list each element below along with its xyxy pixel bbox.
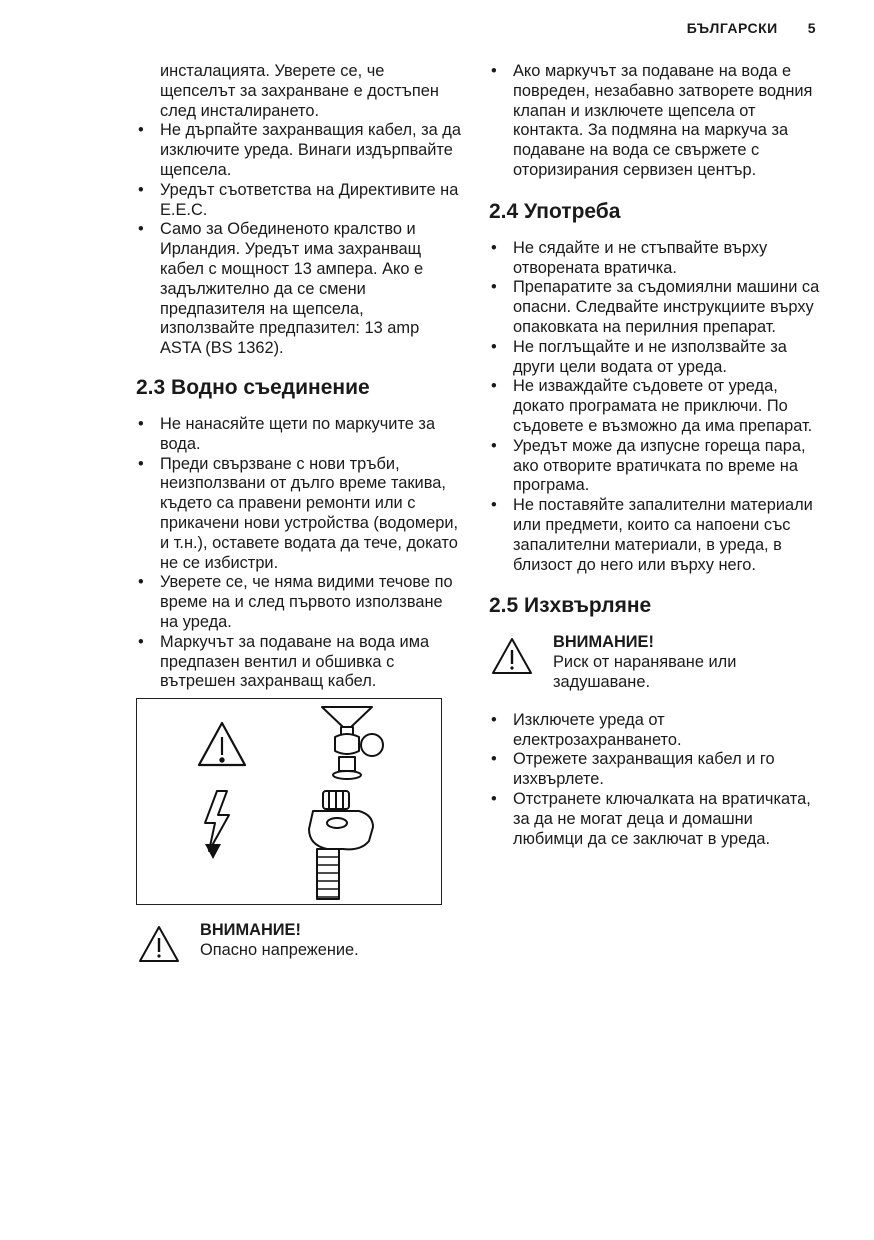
water-connection-list: [136, 415, 462, 692]
disposal-warning: [489, 633, 821, 692]
warning-title: ВНИМАНИЕ!: [553, 633, 654, 652]
list-item: • Ако маркучът за подаване на вода е повреден, незабавно затворете водния клапан и изключете щепсела от контакта. За подмяна на маркуча за подаване на вода се свържете с оторизирания сервизен център.: [489, 62, 821, 181]
list-item: • Маркучът за подаване на вода има предпазен вентил и обшивка с вътрешен захранващ кабел.: [136, 633, 462, 692]
section-title-disposal: 2.5 Изхвърляне: [489, 594, 652, 618]
list-item: • Препаратите за съдомиялни машини са опасни. Следвайте инструкциите върху опаковката на перилния препарат.: [489, 278, 821, 337]
left-column: [136, 62, 462, 967]
warning-text: Риск от нараняване или задушаване.: [553, 653, 737, 691]
warning-icon: [491, 637, 533, 675]
list-item: • Отрежете захранващия кабел и го изхвърлете.: [489, 750, 821, 790]
voltage-warning: [136, 921, 462, 967]
list-item: • Отстранете ключалката на вратичката, за да не могат деца и домашни любимци да се заключат в уреда.: [489, 790, 821, 849]
header-language: БЪЛГАРСКИ: [686, 20, 778, 36]
page-header: [687, 20, 816, 36]
hose-illustration: [136, 698, 442, 905]
right-column: [489, 62, 821, 849]
warning-text: Опасно напрежение.: [200, 940, 359, 959]
list-item: • Само за Обединеното кралство и Ирландия. Уредът има захранващ кабел с мощност 13 ампера. Ако е задължително да се смени предпазителя на щепсела, използвайте предпазител: 13 amp ASTA (BS 1362).: [136, 220, 462, 359]
hose-damage-list: [489, 62, 821, 181]
section-title-water-connection: 2.3 Водно съединение: [136, 375, 370, 399]
water-tap-icon: [322, 707, 383, 779]
list-item: • Не поглъщайте и не използвайте за други цели водата от уреда.: [489, 338, 821, 378]
continued-paragraph: инсталацията. Уверете се, че щепселът за захранване е достъпен след инсталирането.: [160, 62, 439, 120]
page-number: 5: [807, 20, 816, 36]
list-item: • Уредът може да изпусне гореща пара, ако отворите вратичката по време на програма.: [489, 437, 821, 496]
use-list: [489, 239, 821, 576]
disposal-list: [489, 711, 821, 850]
lightning-bolt-icon: [205, 791, 229, 851]
list-item: • Уверете се, че няма видими течове по време на и след първото използване на уреда.: [136, 573, 462, 632]
hose-illustration-graphic: [137, 699, 441, 904]
list-item: • Изключете уреда от електрозахранването.: [489, 711, 821, 751]
warning-icon: [138, 925, 180, 963]
list-item: • Уредът съответства на Директивите на E.E.C.: [136, 181, 462, 221]
inlet-hose-icon: [309, 791, 373, 899]
safety-list: [136, 121, 462, 359]
warning-title: ВНИМАНИЕ!: [200, 921, 301, 940]
list-item: • Не сядайте и не стъпвайте върху отворената вратичка.: [489, 239, 821, 279]
list-item: • Не нанасяйте щети по маркучите за вода.: [136, 415, 462, 455]
list-item: • Не дърпайте захранващия кабел, за да изключите уреда. Винаги издърпвайте щепсела.: [136, 121, 462, 180]
list-item: • Преди свързване с нови тръби, неизползвани от дълго време такива, където са правени ремонти или с прикачени нови устройства (водомери, и т.н.), оставете водата да тече, докато не се избистри.: [136, 455, 462, 574]
warning-triangle-icon: [199, 723, 245, 765]
list-item: • Не поставяйте запалителни материали или предмети, които са напоени със запалителни материали, в уреда, в близост до него или върху него.: [489, 496, 821, 575]
list-item: • Не изваждайте съдовете от уреда, докато програмата не приключи. По съдовете е възможно да има препарат.: [489, 377, 821, 436]
section-title-use: 2.4 Употреба: [489, 199, 621, 223]
